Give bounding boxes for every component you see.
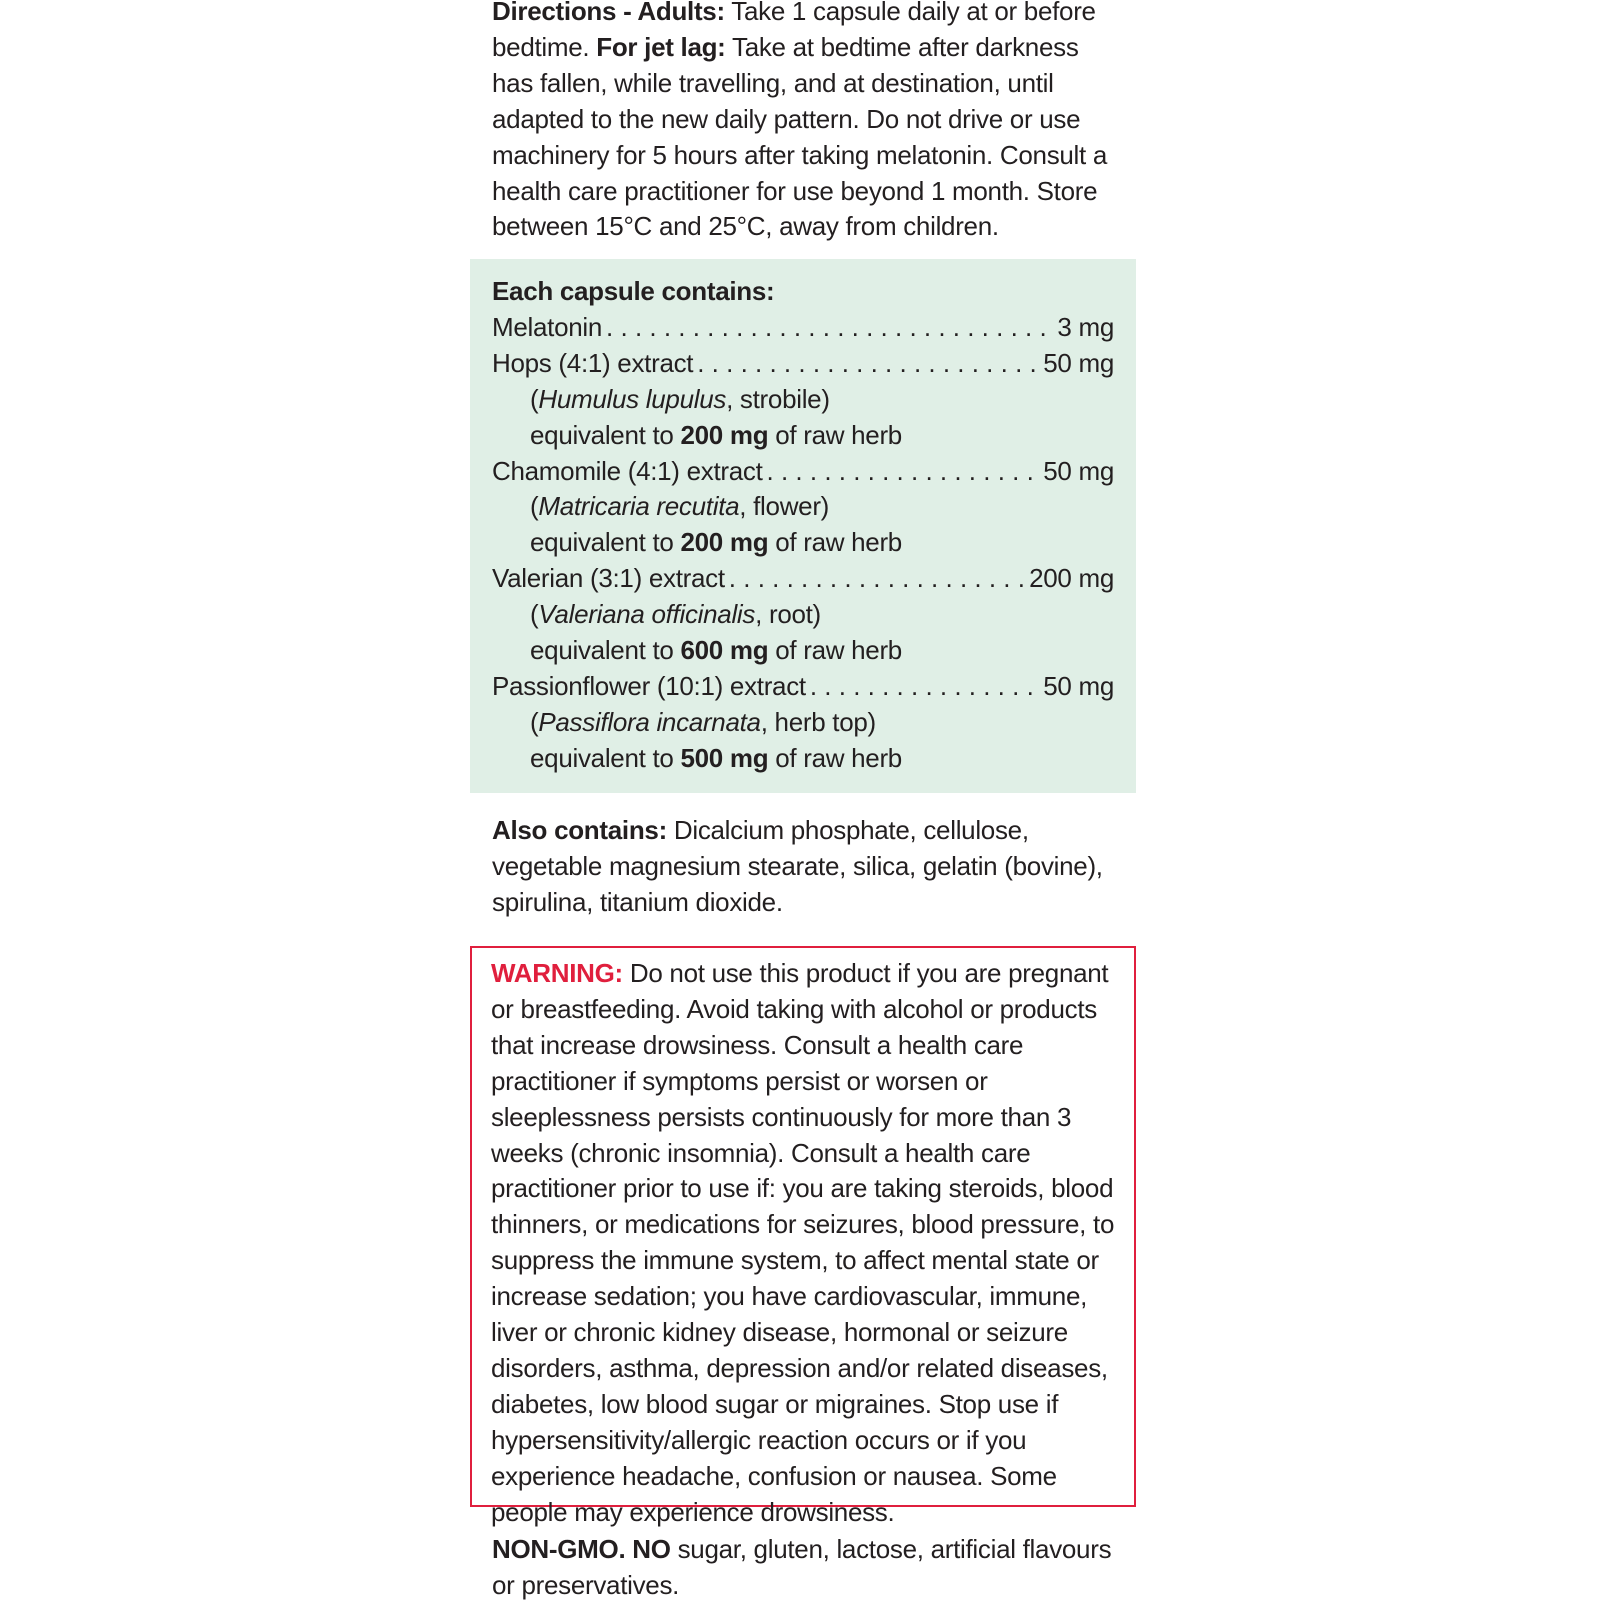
dot-leader: [767, 454, 1040, 490]
latin-name: Valeriana officinalis: [538, 599, 756, 630]
ingredient-amount: 50 mg: [1043, 347, 1114, 378]
ingredient-amount: 200 mg: [1029, 563, 1114, 594]
non-gmo-text: sugar, gluten, lactose, artificial flavours or preservatives.: [492, 1534, 1112, 1600]
latin-name: Matricaria recutita: [538, 491, 740, 522]
ingredient-source: (Matricaria recutita, flower): [530, 491, 830, 522]
directions-label: Directions - Adults:: [492, 0, 725, 26]
dot-leader: [729, 561, 1025, 597]
ingredient-amount: 50 mg: [1043, 455, 1114, 486]
ingredient-row-hops: [492, 346, 1114, 382]
directions-section: [470, 0, 1136, 245]
ingredient-equivalent: equivalent to 500 mg of raw herb: [530, 742, 902, 773]
ingredient-row-chamomile: [492, 454, 1114, 490]
ingredient-name: Valerian (3:1) extract: [492, 563, 725, 594]
dot-leader: [810, 669, 1039, 705]
warning-box: [470, 946, 1136, 1527]
also-contains-section: [470, 813, 1136, 921]
ingredient-name: Chamomile (4:1) extract: [492, 455, 763, 486]
ingredients-box: [470, 259, 1136, 793]
dot-leader: [697, 346, 1039, 382]
warning-text: Do not use this product if you are pregnant or breastfeeding. Avoid taking with alcohol or products that increase drowsiness. Consult a health care practitioner if symptoms persist or worsen or sleeplessness persists continuously for more than 3 weeks (chronic insomnia). Consult a health care practitioner prior to use if: you are taking steroids, blood thinners, or medications for seizures, blood pressure, to suppress the immune system, to affect mental state or increase sedation; you have cardiovascular, immune, liver or chronic kidney disease, hormonal or seizure disorders, asthma, depression and/or related diseases, diabetes, low blood sugar or migraines. Stop use if hypersensitivity/allergic reaction occurs or if you experience headache, confusion or nausea. Some people may experience drowsiness.: [491, 958, 1115, 1527]
ingredient-equivalent: equivalent to 200 mg of raw herb: [530, 527, 902, 558]
ingredient-source: (Valeriana officinalis, root): [530, 599, 821, 630]
directions-text: Take 1 capsule daily at or before bedtime.: [492, 0, 1096, 62]
ingredient-amount: 3 mg: [1057, 311, 1114, 342]
ingredient-equivalent: equivalent to 600 mg of raw herb: [530, 635, 902, 666]
ingredient-source: (Humulus lupulus, strobile): [530, 383, 830, 414]
also-contains-text: Dicalcium phosphate, cellulose, vegetable magnesium stearate, silica, gelatin (bovine), spirulina, titanium dioxide.: [492, 815, 1103, 917]
warning-label: WARNING:: [491, 958, 623, 988]
ingredient-row-melatonin: [492, 310, 1114, 346]
ingredient-name: Hops (4:1) extract: [492, 347, 694, 378]
ingredient-row-valerian: [492, 561, 1114, 597]
jet-lag-label: For jet lag:: [596, 31, 726, 62]
ingredient-name: Melatonin: [492, 311, 603, 342]
ingredients-heading: Each capsule contains:: [492, 276, 775, 306]
latin-name: Passiflora incarnata: [538, 706, 761, 737]
also-contains-label: Also contains:: [492, 815, 667, 845]
ingredient-name: Passionflower (10:1) extract: [492, 670, 806, 701]
latin-name: Humulus lupulus: [538, 383, 727, 414]
ingredient-row-passionflower: [492, 669, 1114, 705]
jet-lag-text: Take at bedtime after darkness has fallen, while travelling, and at destination, until adapted to the new daily pattern. Do not drive or use machinery for 5 hours after taking melatonin. Consult a health care practitioner for use beyond 1 month. Store between 15°C and 25°C, away from children.: [492, 31, 1108, 242]
ingredient-equivalent: equivalent to 200 mg of raw herb: [530, 419, 902, 450]
ingredient-source: (Passiflora incarnata, herb top): [530, 706, 876, 737]
dot-leader: [606, 310, 1053, 346]
ingredient-amount: 50 mg: [1043, 670, 1114, 701]
non-gmo-section: [470, 1532, 1136, 1604]
non-gmo-label: NON-GMO. NO: [492, 1534, 671, 1564]
